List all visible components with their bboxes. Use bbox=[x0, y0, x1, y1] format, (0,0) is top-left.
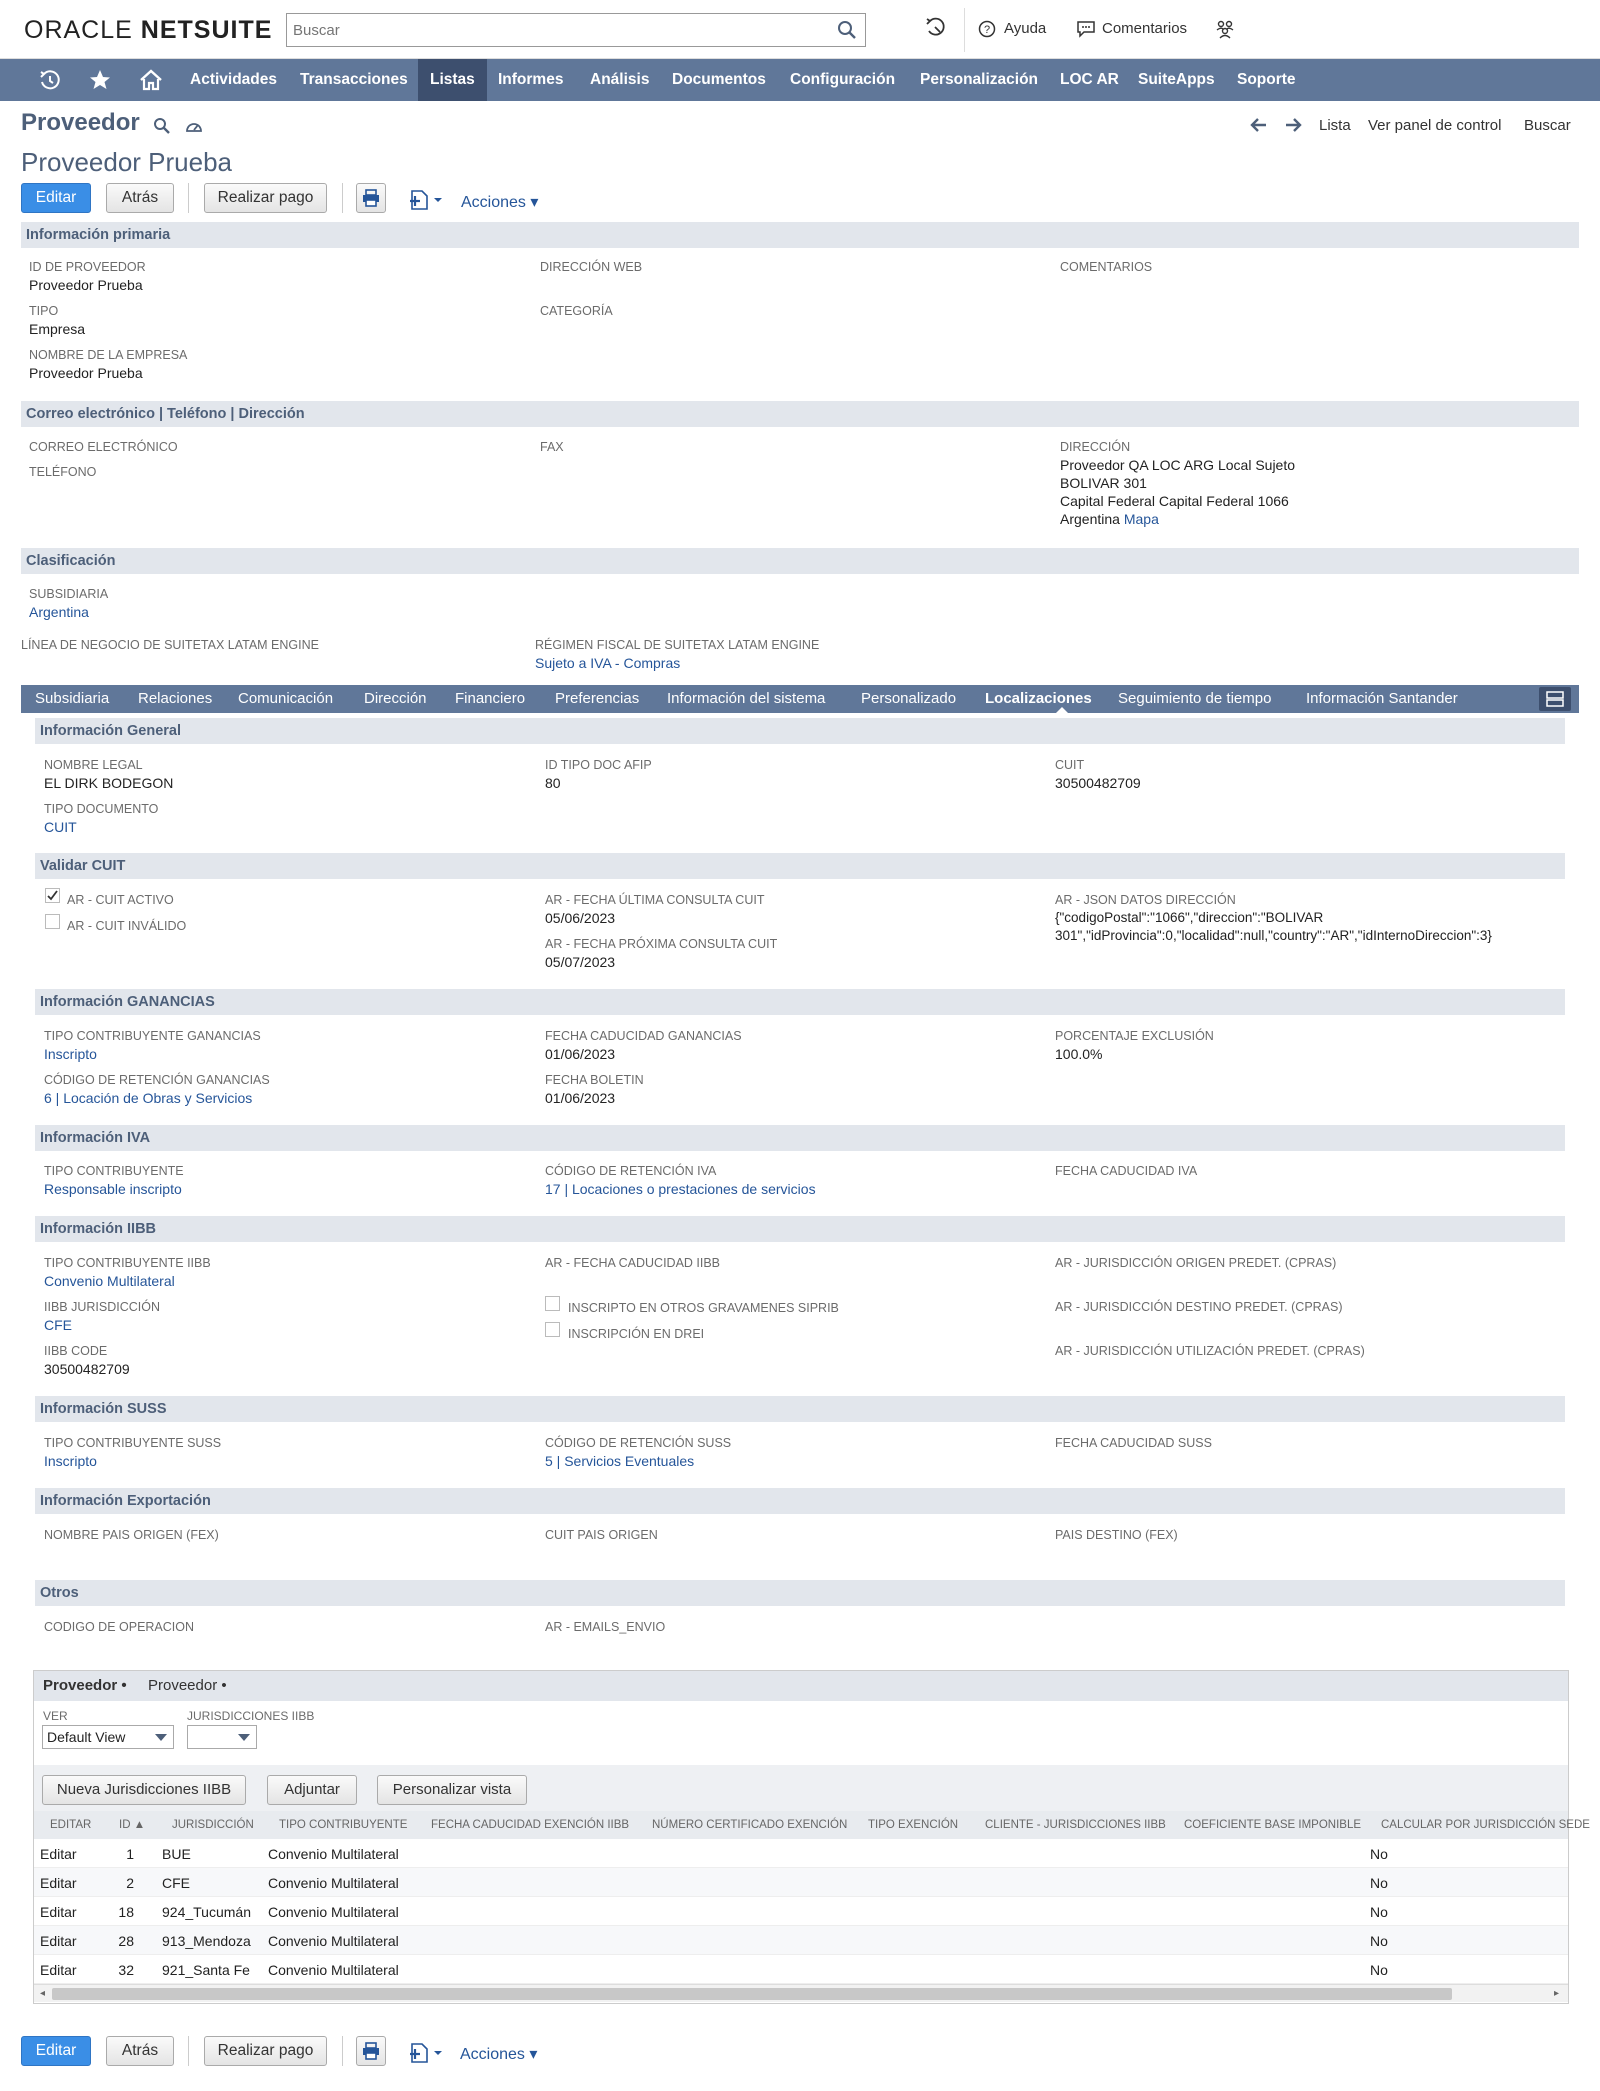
col-numero-certificado[interactable]: NÚMERO CERTIFICADO EXENCIÓN bbox=[652, 1819, 848, 1831]
table-row bbox=[34, 1955, 1568, 1984]
main-navigation bbox=[0, 59, 1600, 101]
sipri-label: INSCRIPTO EN OTROS GRAVAMENES SIPRIB bbox=[568, 1301, 839, 1315]
cuit-active-label: AR - CUIT ACTIVO bbox=[67, 893, 174, 907]
cuit-value: 30500482709 bbox=[1055, 775, 1141, 791]
record-subtabs bbox=[21, 685, 1579, 713]
ganancias-expiry-label: FECHA CADUCIDAD GANANCIAS bbox=[545, 1029, 742, 1043]
suss-code-value[interactable]: 5 | Servicios Eventuales bbox=[545, 1453, 695, 1469]
row-edit-link[interactable]: Editar bbox=[40, 1962, 77, 1978]
usage-jurisdiction-label: AR - JURISDICCIÓN UTILIZACIÓN PREDET. (CPRAS) bbox=[1055, 1344, 1365, 1358]
iva-expiry-label: FECHA CADUCIDAD IVA bbox=[1055, 1164, 1198, 1178]
row-jurisdiction: 913_Mendoza bbox=[162, 1933, 251, 1949]
recent-records-icon[interactable] bbox=[924, 16, 946, 41]
row-edit-link[interactable]: Editar bbox=[40, 1846, 77, 1862]
row-taxpayer-type: Convenio Multilateral bbox=[268, 1875, 399, 1891]
scrollbar-thumb[interactable] bbox=[52, 1988, 1452, 2000]
subsidiary-label: SUBSIDIARIA bbox=[29, 587, 109, 601]
layout-toggle-icon[interactable] bbox=[1539, 687, 1571, 711]
horizontal-scrollbar[interactable] bbox=[34, 1984, 1568, 2002]
origin-jurisdiction-label: AR - JURISDICCIÓN ORIGEN PREDET. (CPRAS) bbox=[1055, 1256, 1337, 1270]
operation-code-label: CODIGO DE OPERACION bbox=[44, 1620, 195, 1634]
table-header bbox=[34, 1811, 1590, 1839]
last-cuit-query-value: 05/06/2023 bbox=[545, 910, 616, 926]
section-validate-cuit: Validar CUIT bbox=[35, 853, 1565, 879]
search-link[interactable]: Buscar bbox=[1524, 117, 1571, 134]
subtab-comunicacion[interactable]: Comunicación bbox=[238, 690, 334, 707]
print-button[interactable] bbox=[356, 183, 386, 213]
record-name: Proveedor Prueba bbox=[21, 147, 233, 177]
map-link[interactable]: Mapa bbox=[1123, 511, 1159, 527]
customize-view-button[interactable]: Personalizar vista bbox=[377, 1775, 527, 1805]
row-jurisdiction: 921_Santa Fe bbox=[162, 1962, 250, 1978]
subtab-personalizado[interactable]: Personalizado bbox=[861, 690, 957, 707]
nav-actividades[interactable]: Actividades bbox=[190, 71, 278, 88]
comments-link[interactable]: Comentarios bbox=[1102, 20, 1188, 37]
search-records-icon[interactable] bbox=[153, 117, 171, 138]
row-calc-by-seat: No bbox=[1370, 1933, 1388, 1949]
ganancias-type-label: TIPO CONTRIBUYENTE GANANCIAS bbox=[44, 1029, 261, 1043]
subtab-subsidiaria[interactable]: Subsidiaria bbox=[35, 690, 110, 707]
phone-label: TELÉFONO bbox=[29, 465, 97, 479]
actions-menu[interactable]: Acciones ▾ bbox=[461, 194, 539, 211]
row-jurisdiction: 924_Tucumán bbox=[162, 1904, 251, 1920]
help-link[interactable]: Ayuda bbox=[1004, 20, 1047, 37]
print-icon bbox=[361, 2048, 381, 2065]
json-address-label: AR - JSON DATOS DIRECCIÓN bbox=[1055, 893, 1236, 907]
iibb-jurisdiction-label: IIBB JURISDICCIÓN bbox=[44, 1300, 160, 1314]
row-id: 28 bbox=[118, 1933, 134, 1949]
ganancias-code-value[interactable]: 6 | Locación de Obras y Servicios bbox=[44, 1090, 253, 1106]
nav-suiteapps[interactable]: SuiteApps bbox=[1138, 71, 1215, 88]
tax-regime-label: RÉGIMEN FISCAL DE SUITETAX LATAM ENGINE bbox=[535, 638, 820, 652]
edit-button-bottom[interactable]: Editar bbox=[21, 2036, 91, 2066]
fax-label: FAX bbox=[540, 440, 564, 454]
sublist-tab-proveedor-active[interactable]: Proveedor • bbox=[43, 1677, 127, 1694]
origin-country-label: NOMBRE PAIS ORIGEN (FEX) bbox=[44, 1528, 219, 1542]
subtab-informacion-santander[interactable]: Información Santander bbox=[1306, 690, 1458, 707]
row-edit-link[interactable]: Editar bbox=[40, 1933, 77, 1949]
legal-name-label: NOMBRE LEGAL bbox=[44, 758, 143, 772]
user-roles-icon[interactable] bbox=[1214, 18, 1236, 43]
subtab-seguimiento-tiempo[interactable]: Seguimiento de tiempo bbox=[1118, 690, 1272, 707]
section-others: Otros bbox=[35, 1580, 1565, 1606]
active-subtab-indicator bbox=[1055, 707, 1069, 714]
iibb-type-value[interactable]: Convenio Multilateral bbox=[44, 1273, 175, 1289]
category-label: CATEGORÍA bbox=[540, 304, 613, 318]
cuit-label: CUIT bbox=[1055, 758, 1085, 772]
table-row bbox=[34, 1868, 1568, 1897]
doc-type-label: TIPO DOCUMENTO bbox=[44, 802, 159, 816]
sublist-tab-proveedor[interactable]: Proveedor • bbox=[148, 1677, 227, 1694]
subsidiary-value[interactable]: Argentina bbox=[29, 604, 89, 620]
search-icon[interactable] bbox=[837, 20, 857, 43]
nav-documentos[interactable]: Documentos bbox=[672, 71, 766, 88]
row-taxpayer-type: Convenio Multilateral bbox=[268, 1904, 399, 1920]
section-iibb: Información IIBB bbox=[35, 1216, 1565, 1242]
section-contact: Correo electrónico | Teléfono | Dirección bbox=[21, 401, 1579, 427]
print-icon bbox=[361, 195, 381, 212]
row-calc-by-seat: No bbox=[1370, 1875, 1388, 1891]
svg-text:?: ? bbox=[983, 24, 991, 36]
row-calc-by-seat: No bbox=[1370, 1904, 1388, 1920]
suss-type-label: TIPO CONTRIBUYENTE SUSS bbox=[44, 1436, 222, 1450]
favorites-star-icon[interactable] bbox=[88, 68, 112, 95]
address-label: DIRECCIÓN bbox=[1060, 440, 1131, 454]
exclusion-percent-label: PORCENTAJE EXCLUSIÓN bbox=[1055, 1029, 1214, 1043]
web-address-label: DIRECCIÓN WEB bbox=[540, 260, 643, 274]
iibb-jurisdictions-filter-select[interactable] bbox=[187, 1725, 257, 1749]
chevron-down-icon bbox=[155, 1734, 167, 1741]
iva-code-value[interactable]: 17 | Locaciones o prestaciones de servicios bbox=[545, 1181, 816, 1197]
exclusion-percent-value: 100.0% bbox=[1055, 1046, 1103, 1062]
nav-transacciones[interactable]: Transacciones bbox=[300, 71, 408, 88]
sipri-checkbox bbox=[545, 1296, 560, 1311]
help-icon[interactable] bbox=[978, 20, 996, 41]
new-record-dropdown-icon[interactable] bbox=[408, 189, 446, 214]
section-export: Información Exportación bbox=[35, 1488, 1565, 1514]
scroll-left-arrow-icon[interactable]: ◂ bbox=[40, 1988, 46, 1999]
actions-menu-bottom[interactable]: Acciones ▾ bbox=[460, 2046, 538, 2063]
table-row bbox=[34, 1926, 1568, 1955]
section-primary-info: Información primaria bbox=[21, 222, 1579, 248]
section-ganancias: Información GANANCIAS bbox=[35, 989, 1565, 1015]
cuit-invalid-label: AR - CUIT INVÁLIDO bbox=[67, 919, 187, 933]
comments-label: COMENTARIOS bbox=[1060, 260, 1153, 274]
address-line-3: Capital Federal Capital Federal 1066 bbox=[1060, 493, 1289, 509]
suss-expiry-label: FECHA CADUCIDAD SUSS bbox=[1055, 1436, 1212, 1450]
list-link[interactable]: Lista bbox=[1319, 117, 1351, 134]
row-edit-link[interactable]: Editar bbox=[40, 1875, 77, 1891]
attach-button[interactable]: Adjuntar bbox=[267, 1775, 357, 1805]
nav-personalizacion[interactable]: Personalización bbox=[920, 71, 1039, 88]
address-line-4: Argentina Mapa bbox=[1060, 511, 1159, 527]
col-fecha-caducidad[interactable]: FECHA CADUCIDAD EXENCIÓN IIBB bbox=[431, 1819, 630, 1831]
nav-loc-ar[interactable]: LOC AR bbox=[1060, 71, 1119, 88]
row-jurisdiction: BUE bbox=[162, 1846, 191, 1862]
col-tipo-exencion[interactable]: TIPO EXENCIÓN bbox=[868, 1819, 959, 1831]
top-bar bbox=[0, 0, 1600, 59]
nav-configuracion[interactable]: Configuración bbox=[790, 71, 896, 88]
last-cuit-query-label: AR - FECHA ÚLTIMA CONSULTA CUIT bbox=[545, 893, 765, 907]
nav-analisis[interactable]: Análisis bbox=[590, 71, 650, 88]
ganancias-expiry-value: 01/06/2023 bbox=[545, 1046, 616, 1062]
iibb-expiry-label: AR - FECHA CADUCIDAD IIBB bbox=[545, 1256, 721, 1270]
row-calc-by-seat: No bbox=[1370, 1962, 1388, 1978]
vendor-id-label: ID DE PROVEEDOR bbox=[29, 260, 146, 274]
iva-type-label: TIPO CONTRIBUYENTE bbox=[44, 1164, 184, 1178]
iibb-jurisdictions-filter-label: JURISDICCIONES IIBB bbox=[187, 1709, 315, 1723]
next-arrow-icon[interactable] bbox=[1284, 117, 1302, 136]
previous-arrow-icon[interactable] bbox=[1250, 117, 1268, 136]
destination-country-label: PAIS DESTINO (FEX) bbox=[1055, 1528, 1178, 1542]
subtab-financiero[interactable]: Financiero bbox=[455, 690, 526, 707]
scroll-right-arrow-icon[interactable]: ▸ bbox=[1554, 1988, 1560, 1999]
row-taxpayer-type: Convenio Multilateral bbox=[268, 1846, 399, 1862]
view-dashboard-link[interactable]: Ver panel de control bbox=[1368, 117, 1502, 134]
subtab-direccion[interactable]: Dirección bbox=[364, 690, 427, 707]
next-cuit-query-value: 05/07/2023 bbox=[545, 954, 616, 970]
checkmark-icon bbox=[46, 889, 59, 902]
bulletin-date-value: 01/06/2023 bbox=[545, 1090, 616, 1106]
afip-doc-type-id-value: 80 bbox=[545, 775, 561, 791]
json-address-line-2: 301","idProvincia":0,"localidad":null,"country":"AR","idInternoDireccion":3} bbox=[1055, 928, 1492, 943]
new-iibb-jurisdiction-button[interactable]: Nueva Jurisdicciones IIBB bbox=[42, 1775, 246, 1805]
iibb-jurisdiction-value[interactable]: CFE bbox=[44, 1317, 72, 1333]
nav-informes[interactable]: Informes bbox=[498, 71, 564, 88]
col-cliente-jurisdicciones[interactable]: CLIENTE - JURISDICCIONES IIBB bbox=[985, 1819, 1166, 1831]
drei-label: INSCRIPCIÓN EN DREI bbox=[568, 1327, 705, 1341]
view-label: VER bbox=[43, 1709, 68, 1723]
section-iva: Información IVA bbox=[35, 1125, 1565, 1151]
next-cuit-query-label: AR - FECHA PRÓXIMA CONSULTA CUIT bbox=[545, 937, 778, 951]
email-label: CORREO ELECTRÓNICO bbox=[29, 440, 178, 454]
global-search[interactable] bbox=[286, 13, 866, 47]
row-taxpayer-type: Convenio Multilateral bbox=[268, 1962, 399, 1978]
make-payment-button-bottom[interactable]: Realizar pago bbox=[204, 2036, 327, 2066]
print-button-bottom[interactable] bbox=[356, 2036, 386, 2066]
company-name-value: Proveedor Prueba bbox=[29, 365, 143, 381]
iibb-code-value: 30500482709 bbox=[44, 1361, 130, 1377]
subtab-informacion-sistema[interactable]: Información del sistema bbox=[667, 690, 826, 707]
home-icon[interactable] bbox=[138, 68, 164, 95]
subtab-relaciones[interactable]: Relaciones bbox=[138, 690, 213, 707]
col-coeficiente[interactable]: COEFICIENTE BASE IMPONIBLE bbox=[1184, 1819, 1362, 1831]
cuit-active-checkbox bbox=[45, 888, 60, 903]
business-line-label: LÍNEA DE NEGOCIO DE SUITETAX LATAM ENGINE bbox=[21, 638, 319, 652]
view-select[interactable]: Default View bbox=[42, 1725, 174, 1749]
new-record-dropdown-icon[interactable] bbox=[408, 2042, 446, 2067]
record-type-title: Proveedor bbox=[21, 109, 140, 136]
row-jurisdiction: CFE bbox=[162, 1875, 190, 1891]
make-payment-button[interactable]: Realizar pago bbox=[204, 183, 327, 213]
ganancias-code-label: CÓDIGO DE RETENCIÓN GANANCIAS bbox=[44, 1073, 270, 1087]
table-row bbox=[34, 1897, 1568, 1926]
section-general-info: Información General bbox=[35, 718, 1565, 744]
chevron-down-icon bbox=[238, 1734, 250, 1741]
json-address-line-1: {"codigoPostal":"1066","direccion":"BOLIVAR bbox=[1055, 910, 1324, 925]
drei-checkbox bbox=[545, 1322, 560, 1337]
suss-code-label: CÓDIGO DE RETENCIÓN SUSS bbox=[545, 1436, 732, 1450]
iva-code-label: CÓDIGO DE RETENCIÓN IVA bbox=[545, 1164, 717, 1178]
iibb-jurisdictions-sublist bbox=[33, 1670, 1590, 2004]
address-line-1: Proveedor QA LOC ARG Local Sujeto bbox=[1060, 457, 1296, 473]
nav-soporte[interactable]: Soporte bbox=[1237, 71, 1296, 88]
vendor-id-value: Proveedor Prueba bbox=[29, 277, 143, 293]
section-suss: Información SUSS bbox=[35, 1396, 1565, 1422]
row-calc-by-seat: No bbox=[1370, 1846, 1388, 1862]
section-classification: Clasificación bbox=[21, 548, 1579, 574]
back-button[interactable]: Atrás bbox=[106, 183, 174, 213]
bulletin-date-label: FECHA BOLETIN bbox=[545, 1073, 644, 1087]
row-id: 18 bbox=[118, 1904, 134, 1920]
row-id: 32 bbox=[118, 1962, 134, 1978]
col-tipo-contribuyente[interactable]: TIPO CONTRIBUYENTE bbox=[279, 1819, 408, 1831]
tax-regime-value[interactable]: Sujeto a IVA - Compras bbox=[535, 655, 681, 671]
col-jurisdiccion[interactable]: JURISDICCIÓN bbox=[172, 1819, 254, 1831]
col-id[interactable]: ID ▲ bbox=[119, 1819, 146, 1831]
destination-jurisdiction-label: AR - JURISDICCIÓN DESTINO PREDET. (CPRAS) bbox=[1055, 1300, 1343, 1314]
doc-type-value[interactable]: CUIT bbox=[44, 819, 77, 835]
row-id: 2 bbox=[126, 1875, 134, 1891]
iibb-type-label: TIPO CONTRIBUYENTE IIBB bbox=[44, 1256, 211, 1270]
edit-button[interactable]: Editar bbox=[21, 183, 91, 213]
type-value: Empresa bbox=[29, 321, 86, 337]
address-line-2: BOLIVAR 301 bbox=[1060, 475, 1147, 491]
dashboard-gauge-icon[interactable] bbox=[185, 118, 203, 137]
afip-doc-type-id-label: ID TIPO DOC AFIP bbox=[545, 758, 652, 772]
suss-type-value[interactable]: Inscripto bbox=[44, 1453, 97, 1469]
row-id: 1 bbox=[126, 1846, 134, 1862]
netsuite-logo[interactable]: ORACLE NETSUITE bbox=[24, 16, 273, 44]
nav-listas[interactable]: Listas bbox=[418, 59, 487, 101]
subtab-localizaciones[interactable]: Localizaciones bbox=[985, 690, 1092, 707]
row-taxpayer-type: Convenio Multilateral bbox=[268, 1933, 399, 1949]
ganancias-type-value[interactable]: Inscripto bbox=[44, 1046, 97, 1062]
company-name-label: NOMBRE DE LA EMPRESA bbox=[29, 348, 188, 362]
iva-type-value[interactable]: Responsable inscripto bbox=[44, 1181, 182, 1197]
origin-cuit-label: CUIT PAIS ORIGEN bbox=[545, 1528, 658, 1542]
legal-name-value: EL DIRK BODEGON bbox=[44, 775, 174, 791]
search-input[interactable] bbox=[287, 14, 827, 46]
table-row bbox=[34, 1839, 1568, 1868]
emails-label: AR - EMAILS_ENVIO bbox=[545, 1620, 666, 1634]
sublist-tabs bbox=[34, 1671, 1568, 1701]
back-button-bottom[interactable]: Atrás bbox=[106, 2036, 174, 2066]
col-calcular-sede[interactable]: CALCULAR POR JURISDICCIÓN SEDE bbox=[1381, 1819, 1590, 1831]
type-label: TIPO bbox=[29, 304, 59, 318]
history-icon[interactable] bbox=[38, 68, 62, 95]
subtab-preferencias[interactable]: Preferencias bbox=[555, 690, 640, 707]
comment-icon[interactable] bbox=[1076, 20, 1096, 41]
cuit-invalid-checkbox bbox=[45, 914, 60, 929]
iibb-code-label: IIBB CODE bbox=[44, 1344, 108, 1358]
col-editar[interactable]: EDITAR bbox=[50, 1819, 92, 1831]
row-edit-link[interactable]: Editar bbox=[40, 1904, 77, 1920]
